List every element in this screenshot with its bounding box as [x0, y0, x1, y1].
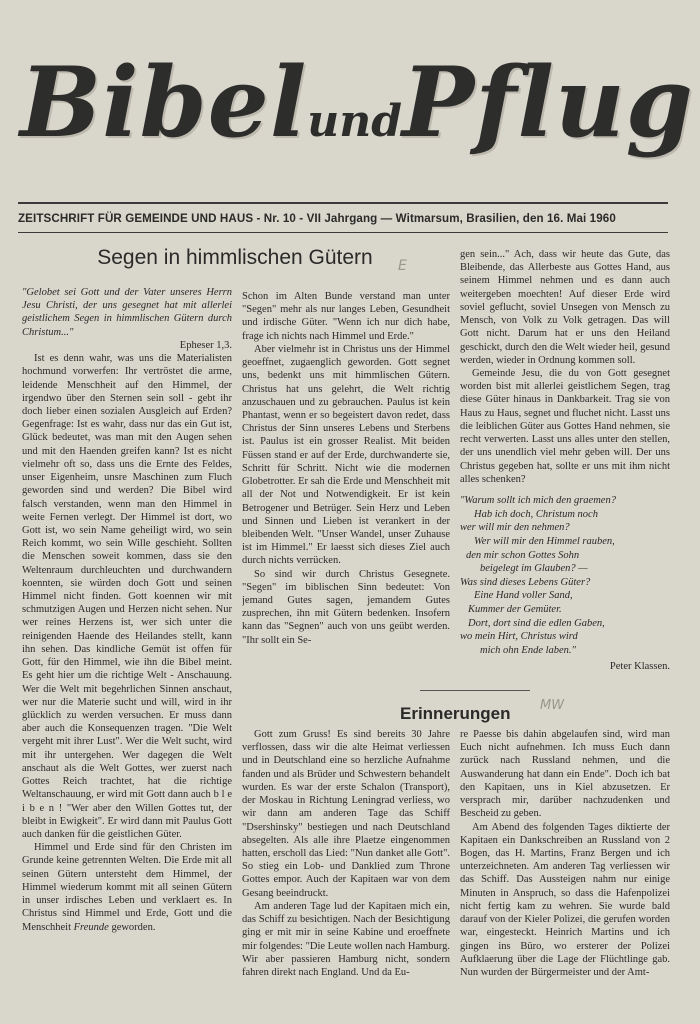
paragraph: re Paesse bis dahin abgelaufen sind, wird man Euch nicht aufnehmen. Ich muss Euch dann zurück nach Russland nehmen, und die Auswanderung hat dann ein Ende". Doch ich bat den Kapitaen, uns in Kiel abzusetzen. Er versprach mir, darüber nachzudenken und Bescheid zu geben. [460, 729, 670, 820]
article1-column-3 [460, 248, 670, 688]
poem [460, 494, 670, 658]
article1-column-1 [22, 286, 232, 1016]
masthead-bibel: Bibel [20, 46, 308, 159]
section-divider [420, 690, 530, 691]
author-signature: Peter Klassen. [609, 660, 670, 672]
poem-line: "Warum sollt ich mich den graemen? [460, 494, 616, 506]
poem-line: Dort, dort sind die edlen Gaben, [468, 617, 605, 629]
paragraph: Am Abend des folgenden Tages diktierte der Kapitaen ein Dankschreiben an Russland von 2 Bogen, das H. Martins, Franz Bergen und ich unterzeichneten. Am anderen Tag verliessen wir das Schiff. Das Aussteigen nahm nur einige Minuten in Anspruch, so dass die Hafenpolizei nicht fertig kam zu wehren. Sie wurde bald darauf von der Kieler Polizei, die gerufen worden war, eingesteckt. Heinrich Martins und ich gingen ins Büro, wo ersterer der Polizei Aufklaerung über die Lage der Flüchtlinge gab. Nun wurden der Bürgermeister und der Amt- [460, 821, 670, 978]
masthead [20, 46, 694, 206]
paragraph: Am anderen Tage lud der Kapitaen mich ein, das Schiff zu besichtigen. Nach der Besichtigung ging er mit mir in seine Kabine und eroeffnete mir folgendes: "Die Leute wollen nach Hamburg. Wir aber passieren Hamburg nicht, sondern fahren direkt nach England. Und da Eu- [242, 900, 450, 978]
paragraph: Schon im Alten Bunde verstand man unter "Segen" mehr als nur langes Leben, Gesundheit und irdische Güter. "Wenn ich nur dich habe, frage ich nichts nach Himmel und Erde." [242, 291, 450, 342]
masthead-und: und [307, 96, 403, 147]
pencil-mark-mcw: MW [540, 698, 565, 713]
poem-line: mich ohn Ende laben." [480, 644, 576, 656]
paragraph: Ist es denn wahr, was uns die Materialisten hochmund vorwerfen: Ihr vertröstet die arme, leidende Menschheit auf den Himmel, der irgendwo über den Sternen sein soll - gebt ihr doch lieber einen sozialen Ausgleich auf Erden? Gegenfrage: Ist es wahr, dass nur das ein Gut ist, Glück bedeutet, was man mit den Augen sehen und mit den Haenden greifen kann? Ist es nicht vielmehr oft so, dass uns die Ernte des Feldes, unser Eigenheim, unsre Maschinen zum Fluch geworden sind und werden? Die Bibel wird falsch verstanden, wenn man den Himmel in weite Fernen verlegt. Der Himmel ist dort, wo Gott ist, wo sein Name geheiligt wird, wo sein Reich kommt, wo sein Wille geschieht. Sollten die Menschen soweit kommen, dass sie den Weltenraum durchleuchten und durchwandern koennten, sie würden doch Gott und seinen Himmel nicht finden. Gott koennen wir mit schmutzigen Augen und Herzen nicht sehen. Nur wer reines Herzens ist, wer sich unter die reinigenden Haende des Heilandes stellt, kann ihn sehen. Das kindliche Gemüt ist offen für Gott, für den Himmel, wie ihn die Bibel meint. Es geht hier um die richtige Welt - Anschauung. Wer die Welt mit begehrlichen Sinnen anschaut, wer nur die Materie sucht und will, wird in ihr glücklich zu werden versuchen. Er muss dann aber auch die Konsequenzen tragen. "Die Welt vergeht mit ihrer Lust". Wer die Welt sucht, wird mit ihr untergehen. Wer dagegen die Welt anschaut als die Welt Gottes, wer zuerst nach Gottes Reich trachtet, hat die richtige Weltanschauung, er wird mit Gott dann auch b l e i b e n ! "Wer aber den Willen Gottes tut, der bleibt in Ewigkeit". Er wird dann mit Paulus Gott auch danken für die geistlichen Güter. [22, 353, 232, 840]
masthead-pflug: Pflug [402, 46, 694, 159]
paragraph: gen sein..." Ach, dass wir heute das Gute, das Bleibende, das Allerbeste aus Gottes Hand, aus seinem Himmel nehmen und es dann auch weitergeben moechten! Auf dieser Erde wird soviel geflucht, soviel Unsegen von Mensch zu Mensch, von Volk zu Volk getragen. Das will Gott nicht. Darum hat er uns den Heiland geschickt, durch den die Welt wieder heil, gesund werden, wieder in Ordnung kommen soll. [460, 249, 670, 366]
poem-line: den mir schon Gottes Sohn [466, 549, 580, 561]
poem-line: Wer will mir den Himmel rauben, [474, 535, 615, 547]
poem-line: Hab ich doch, Christum noch [474, 508, 598, 520]
poem-line: Eine Hand voller Sand, [474, 590, 573, 602]
poem-line: Was sind dieses Lebens Güter? [460, 576, 591, 588]
dateline: ZEITSCHRIFT FÜR GEMEINDE UND HAUS - Nr. 10 - VII Jahrgang — Witmarsum, Brasilien, den 16. Mai 1960 [18, 212, 616, 225]
article1-column-2 [242, 290, 450, 685]
epigraph: "Gelobet sei Gott und der Vater unseres Herrn Jesu Christi, der uns gesegnet hat mit allerlei geistlichem Segen in himmlischen Gütern durch Christum..." [22, 287, 232, 338]
epigraph-reference: Epheser 1,3. [179, 339, 232, 351]
bottom-rule [18, 232, 668, 233]
poem-line: beigelegt im Glauben? — [480, 563, 588, 575]
paragraph: So sind wir durch Christus Gesegnete. "Segen" im biblischen Sinn bedeutet: Von jemand Gutes sagen, jemandem Gutes zusprechen, ihn mit Gütern bedenken. Insofern kann das "Segnen" auch von uns geübt werden. "Ihr sollt ein Se- [242, 568, 450, 646]
paragraph: Himmel und Erde sind für den Christen im Grunde keine getrennten Welten. Die Erde mit all seinen Gütern untersteht dem Himmel, der Himmel wiederum kommt mit all seinen Gütern in unser irdisches Leben und verklaert es. In Christus sind Himmel und Erde, Gott und die Menschheit Freunde geworden. [22, 842, 232, 933]
poem-line: wer will mir den nehmen? [460, 522, 570, 534]
pencil-mark-e: E [398, 258, 407, 274]
poem-line: Kummer der Gemüter. [468, 604, 562, 616]
top-rule [18, 202, 668, 204]
article2-title: Erinnerungen [400, 704, 511, 723]
paragraph: Gemeinde Jesu, die du von Gott gesegnet worden bist mit allerlei geistlichem Segen, trag diese Güter hinaus in Dankbarkeit. Trag sie von Haus zu Haus, segnet und fluchet nicht. Lasst uns die leiblichen Güter aus Gottes Hand nehmen, sie recht verwerten. Lasst uns alles unter den stellen, der uns unendlich viel mehr geben will. Der uns Christus gegeben hat, sollte er uns mit ihm nicht alles schenken? [460, 367, 670, 485]
poem-line: wo mein Hirt, Christus wird [460, 631, 578, 643]
paragraph: Gott zum Gruss! Es sind bereits 30 Jahre verflossen, dass wir die alte Heimat verliessen und in Deutschland eine so herzliche Aufnahme fanden und als Brüder und Schwestern behandelt wurden. Es war der erste Schalon (Transport), der Moskau in Richtung Leningrad verliess, wo wir dann am anderen Tage das Schiff "Dsershinsky" bestiegen und nach Deutschland absegelten. Als alle ihre Plaetze eingenommen hatten, erscholl das Lied: "Nun danket alle Gott". So stieg ein Lob- und Danklied zum Throne Gottes empor. Auch der Kapitaen war von dem Gesang beeindruckt. [242, 729, 450, 899]
paragraph: Aber vielmehr ist in Christus uns der Himmel geoeffnet, zugaenglich geworden. Gott segnet uns, bedenkt uns mit himmlischen Gütern. Christus hat uns gelehrt, die Welt richtig anzuschauen und zu gebrauchen. Paulus ist kein Phantast, wenn er so begeistert davon redet, dass Christus der Sinn unseres Lebens und Sterbens ist. Paulus ist ein grosser Realist. Mit beiden Füssen stand er auf der Erde, durchwanderte sie, Schritt für Schritt. Nicht wie die modernen Globetrotter. Er sah die Erde und Menschheit mit all der Not und Notwendigkeit. Er ist kein Betrogener und Betrüger. Sein Herz und Leben und Sinnen und Lieben ist verankert in der bleibenden Welt. "Unser Wandel, unser Zuhause ist im Himmel." Er laesst sich dieses Ziel auch durch nichts verrücken. [242, 343, 450, 567]
article2-column-2 [242, 728, 450, 1018]
article-title: Segen in himmlischen Gütern [97, 246, 373, 269]
article2-column-3 [460, 728, 670, 1018]
